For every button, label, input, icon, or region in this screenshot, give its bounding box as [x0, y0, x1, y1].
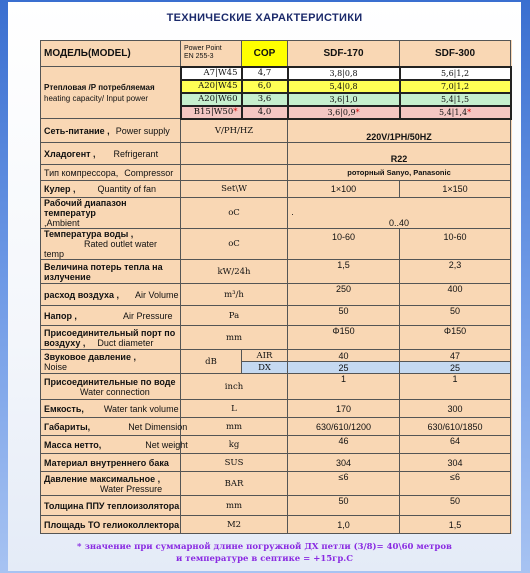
- unit-cell: [181, 143, 288, 165]
- spec-row-refrigerant: [41, 143, 511, 165]
- heating-value: 5,4|1,4*: [400, 106, 511, 119]
- value-cell: 25: [400, 362, 511, 374]
- unit-cell: kg: [181, 436, 288, 454]
- row-label: Материал внутреннего бака: [41, 454, 181, 472]
- row-label: Напор , Air Pressure: [41, 306, 181, 326]
- value-cell: 50: [400, 496, 511, 516]
- spec-row-air-pressure: [41, 306, 511, 326]
- heating-value: 5,6|1,2: [400, 67, 511, 80]
- power-point-cell: [181, 41, 242, 67]
- spec-row-air-volume: [41, 284, 511, 306]
- row-label: Кулер , Quantity of fan: [41, 181, 181, 198]
- value-cell: 300: [400, 400, 511, 418]
- unit-cell: m³/h: [181, 284, 288, 306]
- value-cell: 25: [288, 362, 400, 374]
- value-cell: 1,0: [288, 516, 400, 534]
- value-cell: 40: [288, 350, 400, 362]
- unit-cell: SUS: [181, 454, 288, 472]
- cop-value: 4,0: [242, 106, 288, 119]
- heating-label: [41, 67, 181, 119]
- heating-value: 7,0|1,2: [400, 80, 511, 93]
- value-cell: 630/610/1200: [288, 418, 400, 436]
- value-cell: Φ150: [288, 326, 400, 350]
- row-label: Звуковое давление , Noise: [41, 350, 181, 374]
- heating-row: [41, 67, 511, 80]
- value-cell: 50: [288, 306, 400, 326]
- value-cell: [288, 198, 511, 229]
- spec-row-tank-volume: [41, 400, 511, 418]
- cop-header: COP: [242, 41, 288, 67]
- model-header-2: SDF-300: [400, 41, 511, 67]
- condition-cell: B15|W50*: [181, 106, 242, 119]
- row-label: Тип компрессора, Compressor: [41, 165, 181, 181]
- unit-cell: BAR: [181, 472, 288, 496]
- ambient-range: 0..40: [389, 218, 410, 228]
- unit-cell: L: [181, 400, 288, 418]
- value-cell: 170: [288, 400, 400, 418]
- unit-cell: mm: [181, 326, 288, 350]
- spec-row-weight: [41, 436, 511, 454]
- row-label: Присоединительный порт по воздуху , Duct diameter: [41, 326, 181, 350]
- row-label: Габариты, Net Dimension: [41, 418, 181, 436]
- value-cell: роторный Sanyo, Panasonic: [288, 165, 511, 181]
- spec-row-dimension: [41, 418, 511, 436]
- spec-row-power-supply: [41, 119, 511, 143]
- model-label: МОДЕЛЬ(MODEL): [41, 41, 181, 67]
- power-point-label: Power Point: [184, 45, 222, 53]
- value-cell: 1: [288, 374, 400, 400]
- condition-cell: A20|W60: [181, 93, 242, 106]
- value-cell: 1,5: [400, 516, 511, 534]
- value-cell: 400: [400, 284, 511, 306]
- condition-cell: A20|W45: [181, 80, 242, 93]
- unit-cell: oC: [181, 229, 288, 260]
- row-label: Площадь ТО гелиоколлектора: [41, 516, 181, 534]
- noise-air-label: AIR: [242, 350, 288, 362]
- unit-cell: oC: [181, 198, 288, 229]
- header-row: [41, 41, 511, 67]
- spec-row-pressure: [41, 472, 511, 496]
- value-cell: 1×150: [400, 181, 511, 198]
- row-label: Величина потерь тепла на излучение: [41, 260, 181, 284]
- value-cell: 50: [400, 306, 511, 326]
- unit-cell: mm: [181, 418, 288, 436]
- row-label: расход воздуха , Air Volume: [41, 284, 181, 306]
- spec-sheet: [8, 2, 521, 571]
- value-cell: 47: [400, 350, 511, 362]
- row-label: Емкость, Water tank volume: [41, 400, 181, 418]
- value-cell: 2,3: [400, 260, 511, 284]
- footnote: [8, 541, 521, 565]
- value-cell: ≤6: [400, 472, 511, 496]
- row-label: Масса нетто, Net weight: [41, 436, 181, 454]
- row-label: Присоединительные по воде Water connection: [41, 374, 181, 400]
- value-cell: 304: [400, 454, 511, 472]
- cop-value: 4,7: [242, 67, 288, 80]
- value-cell: 50: [288, 496, 400, 516]
- heating-label-en: heating capacity/ Input power: [44, 93, 149, 103]
- unit-cell: M2: [181, 516, 288, 534]
- value-cell: 250: [288, 284, 400, 306]
- value-cell: 304: [288, 454, 400, 472]
- ambient-dot: ·: [291, 209, 295, 219]
- condition-cell: A7|W45: [181, 67, 242, 80]
- heating-label-ru: Pтепловая /P потребляемая: [44, 82, 155, 92]
- spec-row-water-connection: [41, 374, 511, 400]
- heating-value: 3,8|0,8: [288, 67, 400, 80]
- spec-table: [40, 40, 512, 534]
- row-label: Температура воды , Rated outlet water temp: [41, 229, 181, 260]
- unit-cell: V/PH/HZ: [181, 119, 288, 143]
- value-cell: 1,5: [288, 260, 400, 284]
- value-cell: 1×100: [288, 181, 400, 198]
- spec-row-noise: [41, 350, 511, 362]
- unit-cell: [181, 165, 288, 181]
- unit-cell: Set\W: [181, 181, 288, 198]
- row-label: Толщина ППУ теплоизолятора: [41, 496, 181, 516]
- value-cell: 630/610/1850: [400, 418, 511, 436]
- footnote-line-1: * значение при суммарной длине погружной ДХ петли (3/8)= 40\60 метров: [77, 542, 452, 552]
- value-cell: 1: [400, 374, 511, 400]
- row-label: Рабочий диапазон температур ,Ambient: [41, 198, 181, 229]
- spec-row-compressor: [41, 165, 511, 181]
- value-cell: ≤6: [288, 472, 400, 496]
- page-title: ТЕХНИЧЕСКИЕ ХАРАКТЕРИСТИКИ: [166, 12, 363, 24]
- unit-cell: mm: [181, 496, 288, 516]
- spec-row-water-temp: [41, 229, 511, 260]
- unit-cell: kW/24h: [181, 260, 288, 284]
- spec-row-insulation: [41, 496, 511, 516]
- row-label: Давление максимальное , Water Pressure: [41, 472, 181, 496]
- value-cell: Φ150: [400, 326, 511, 350]
- unit-cell: inch: [181, 374, 288, 400]
- standard-label: EN 255-3: [184, 53, 214, 61]
- heating-value: 5,4|1,5: [400, 93, 511, 106]
- heating-value: 5,4|0,8: [288, 80, 400, 93]
- heating-value: 3,6|1,0: [288, 93, 400, 106]
- row-label: Хладогент , Refrigerant: [41, 143, 181, 165]
- spec-row-duct: [41, 326, 511, 350]
- spec-row-ambient: [41, 198, 511, 229]
- spec-row-collector: [41, 516, 511, 534]
- unit-cell: Pa: [181, 306, 288, 326]
- spec-row-heat-loss: [41, 260, 511, 284]
- value-cell: R22: [288, 143, 511, 165]
- noise-dx-label: DX: [242, 362, 288, 374]
- value-cell: 64: [400, 436, 511, 454]
- value-cell: 46: [288, 436, 400, 454]
- footnote-line-2: и температуре в септике = +15гр.С: [175, 554, 354, 564]
- unit-cell: dB: [181, 350, 242, 374]
- model-header-1: SDF-170: [288, 41, 400, 67]
- cop-value: 3,6: [242, 93, 288, 106]
- spec-row-cooler: [41, 181, 511, 198]
- value-cell: 10-60: [400, 229, 511, 260]
- spec-row-tank-material: [41, 454, 511, 472]
- value-cell: 10-60: [288, 229, 400, 260]
- cop-value: 6,0: [242, 80, 288, 93]
- value-cell: 220V/1PH/50HZ: [288, 119, 511, 143]
- heating-value: 3,6|0,9*: [288, 106, 400, 119]
- row-label: Сеть-питание , Power supply: [41, 119, 181, 143]
